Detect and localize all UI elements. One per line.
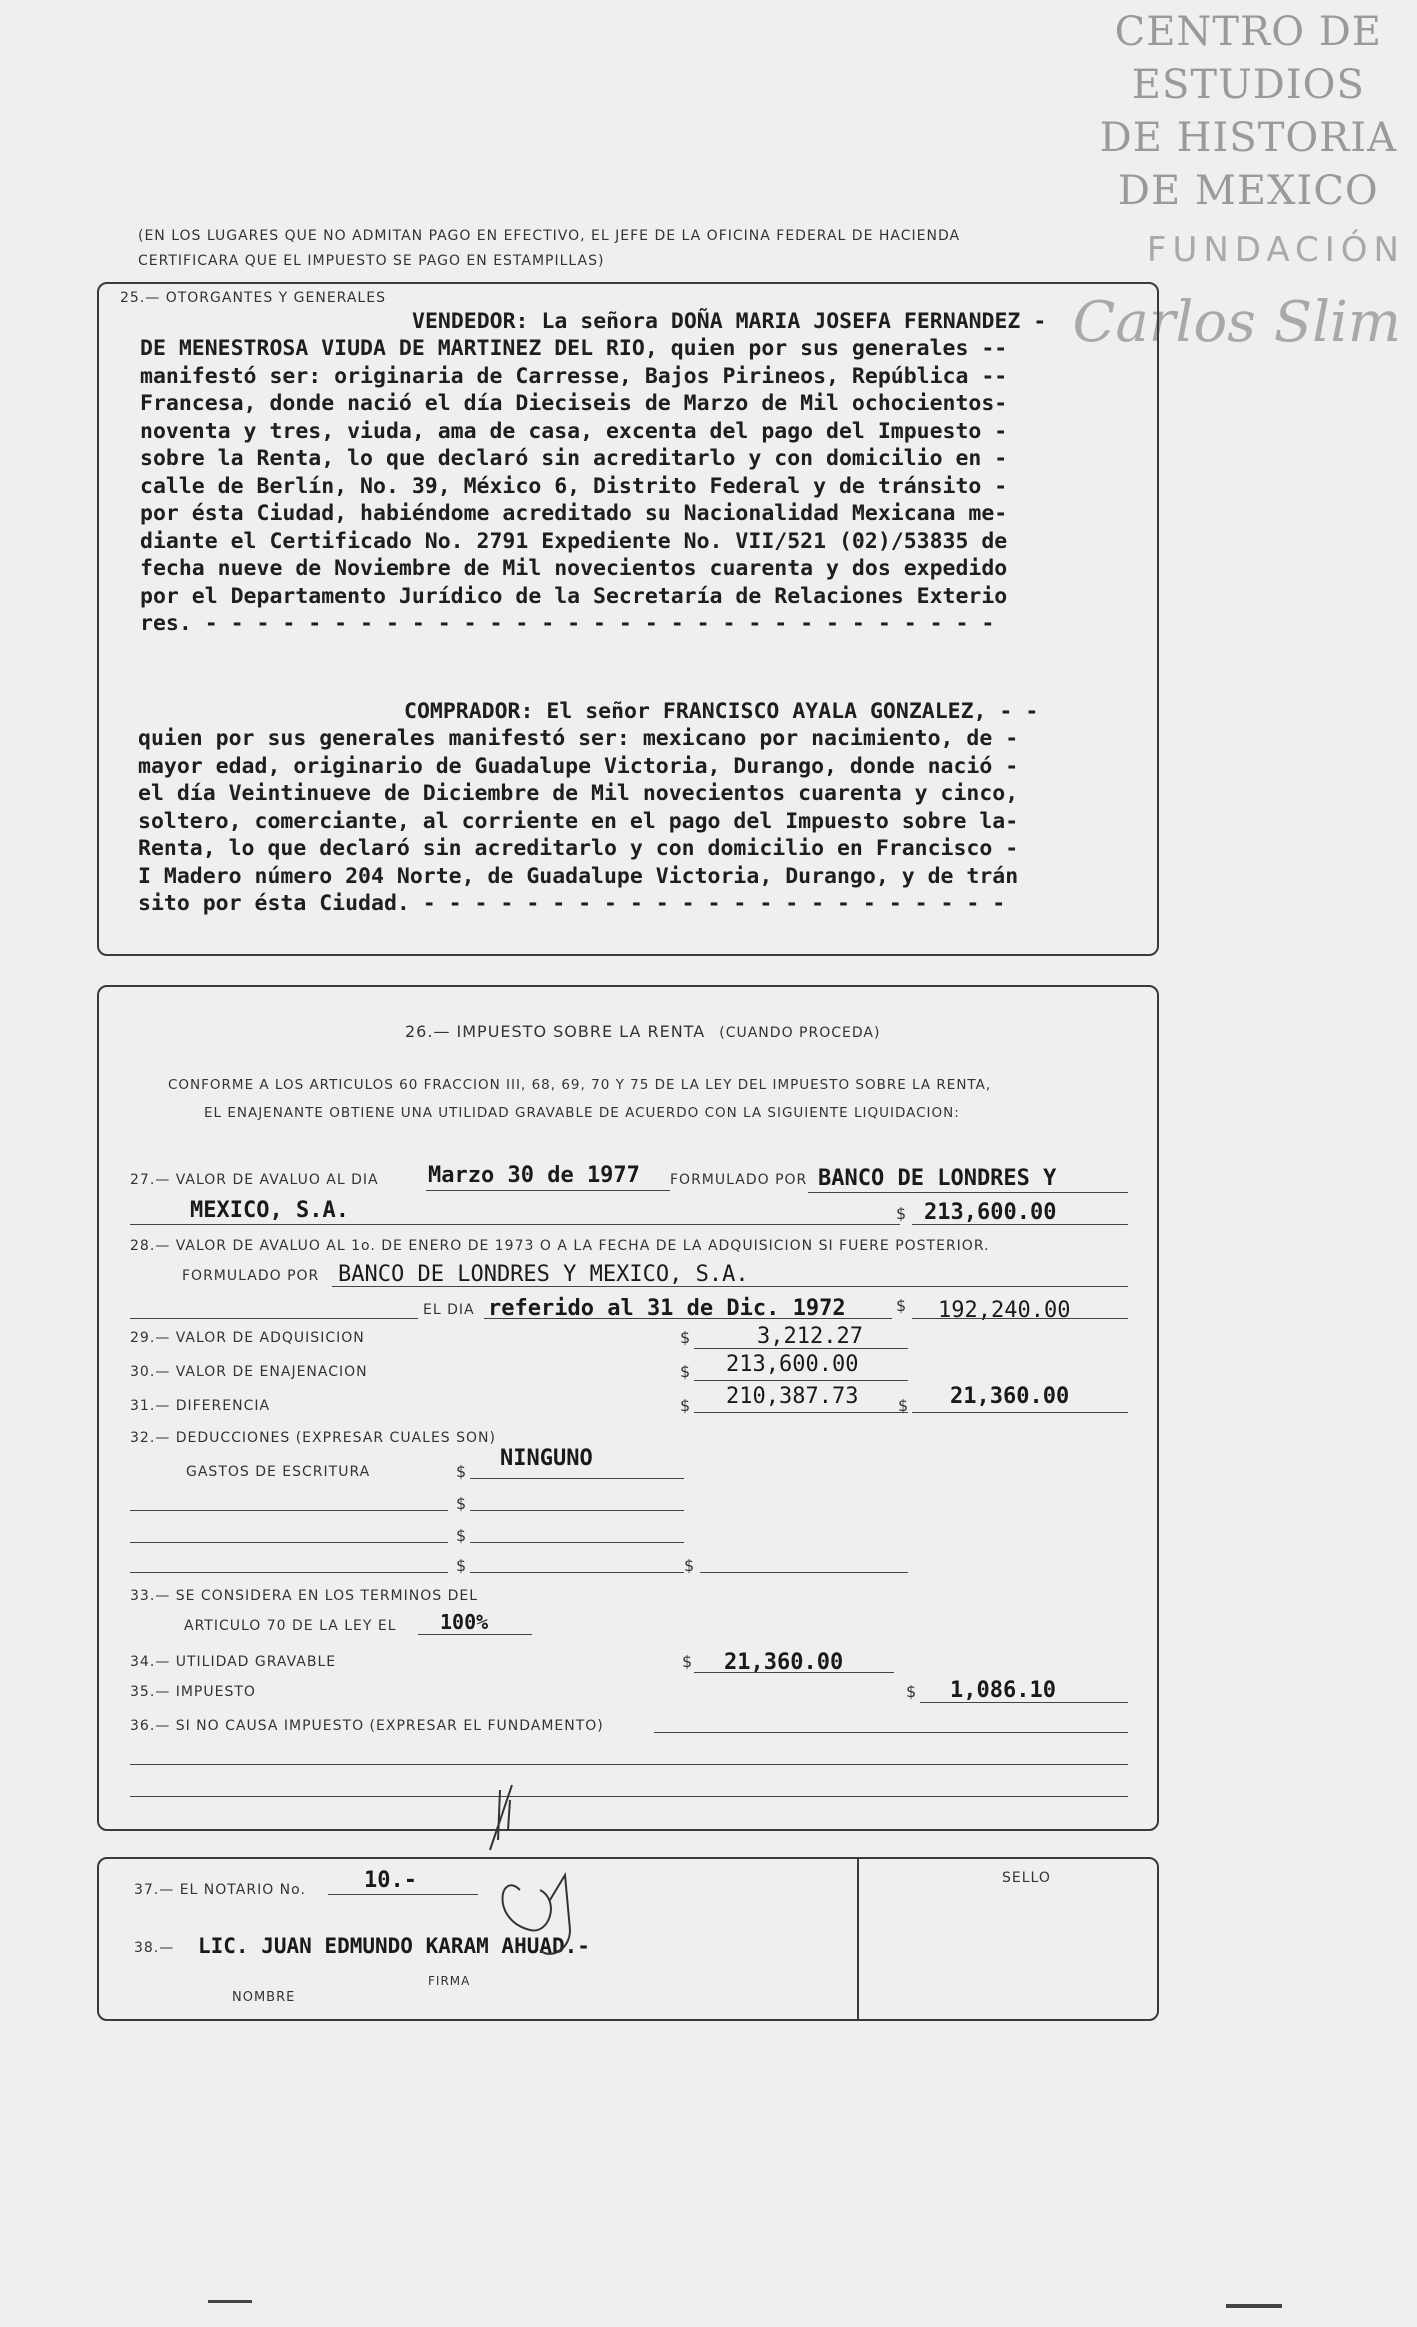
l32-dollar-b: $ <box>456 1494 467 1513</box>
l32-dollar-d: $ <box>456 1556 467 1575</box>
comprador-line: el día Veintinueve de Diciembre de Mil novecientos cuarenta y cinco, <box>138 781 1019 806</box>
l37-label: 37.— EL NOTARIO No. <box>134 1882 306 1898</box>
l31-amount2-line <box>912 1412 1128 1413</box>
sello-label: SELLO <box>1002 1870 1051 1886</box>
vendedor-text <box>140 280 1046 638</box>
l30-amount: 213,600.00 <box>726 1352 859 1377</box>
l35-amount: 1,086.10 <box>950 1678 1056 1703</box>
l35-amount-line <box>920 1702 1128 1703</box>
l32-blank-total <box>700 1572 908 1573</box>
l31-label: 31.— DIFERENCIA <box>130 1398 271 1414</box>
l32-blank-amount <box>470 1510 684 1511</box>
l31-amount: 210,387.73 <box>726 1384 859 1409</box>
vendedor-line: VENDEDOR: La señora DOÑA MARIA JOSEFA FERNANDEZ - <box>412 308 1047 334</box>
l28-date-line <box>484 1318 892 1319</box>
l38-value: LIC. JUAN EDMUNDO KARAM AHUAD.- <box>198 1934 590 1958</box>
vendedor-line: Francesa, donde nació el día Dieciseis de Marzo de Mil ochocientos- <box>140 391 1008 416</box>
l28-amount-line <box>912 1318 1128 1319</box>
l31-dollar2: $ <box>898 1396 909 1415</box>
l28-amount: 192,240.00 <box>938 1298 1071 1323</box>
vendedor-line: diante el Certificado No. 2791 Expediente No. VII/521 (02)/53835 de <box>140 528 1008 554</box>
l32-blank-line <box>130 1542 448 1543</box>
watermark-line: ESTUDIOS <box>1131 62 1365 108</box>
l32-dollar-e: $ <box>684 1556 695 1575</box>
section-26-title <box>405 1022 880 1041</box>
comprador-line: mayor edad, originario de Guadalupe Victoria, Durango, donde nació - <box>138 753 1019 779</box>
l30-dollar: $ <box>680 1362 691 1381</box>
watermark-line: CENTRO DE <box>1114 9 1383 55</box>
l36-label: 36.— SI NO CAUSA IMPUESTO (EXPRESAR EL FUNDAMENTO) <box>130 1718 604 1734</box>
l32-dollar-c: $ <box>456 1526 467 1545</box>
section-26-intro2: EL ENAJENANTE OBTIENE UNA UTILIDAD GRAVABLE DE ACUERDO CON LA SIGUIENTE LIQUIDACION: <box>204 1105 960 1121</box>
l31-amount2: 21,360.00 <box>950 1384 1070 1409</box>
watermark-signature: Carlos Slim <box>1072 290 1401 355</box>
l29-amount-line <box>694 1348 908 1349</box>
l28-dollar: $ <box>896 1296 907 1315</box>
l28-bank-line <box>332 1286 1128 1287</box>
watermark-line: DE HISTORIA <box>1099 115 1397 161</box>
l30-label: 30.— VALOR DE ENAJENACION <box>130 1364 368 1380</box>
l32-value-line <box>470 1478 684 1479</box>
l27-dollar: $ <box>896 1204 907 1223</box>
watermark-fundacion: FUNDACIÓN <box>1146 230 1405 270</box>
l27-bank-line <box>808 1192 1128 1193</box>
l34-dollar: $ <box>682 1652 693 1671</box>
vendedor-line: manifestó ser: originaria de Carresse, Bajos Pirineos, República -- <box>140 363 1008 389</box>
l31-amount-line <box>694 1412 908 1413</box>
comprador-line: COMPRADOR: El señor FRANCISCO AYALA GONZALEZ, - - <box>404 698 1039 724</box>
notary-signature <box>470 1780 610 1980</box>
l28-label: 28.— VALOR DE AVALUO AL 1o. DE ENERO DE 1973 O A LA FECHA DE LA ADQUISICION SI FUERE POSTERIOR. <box>130 1238 990 1254</box>
vendedor-line: noventa y tres, viuda, ama de casa, excenta del pago del Impuesto - <box>140 418 1008 444</box>
comprador-text <box>138 670 1038 918</box>
section-26-title-note: (CUANDO PROCEDA) <box>719 1025 881 1041</box>
nombre-label: NOMBRE <box>232 1990 296 2005</box>
vendedor-line: sobre la Renta, lo que declaró sin acreditarlo y con domicilio en - <box>140 446 1008 471</box>
comprador-line: Renta, lo que declaró sin acreditarlo y con domicilio en Francisco - <box>138 836 1019 861</box>
l27-bank: BANCO DE LONDRES Y <box>818 1166 1057 1191</box>
l33-value-line <box>418 1634 532 1635</box>
comprador-line: quien por sus generales manifestó ser: mexicano por nacimiento, de - <box>138 726 1019 751</box>
l27-amount-line <box>912 1224 1128 1225</box>
l27-label: 27.— VALOR DE AVALUO AL DIA <box>130 1172 379 1188</box>
l27-date-line <box>426 1190 670 1191</box>
l29-dollar: $ <box>680 1328 691 1347</box>
header-note <box>138 224 1098 274</box>
watermark-centro <box>1100 6 1397 218</box>
comprador-line: soltero, comerciante, al corriente en el pago del Impuesto sobre la- <box>138 808 1019 834</box>
l27-bank2-line <box>130 1224 900 1225</box>
vendedor-line: res. - - - - - - - - - - - - - - - - - - - - - - - - - - - - - - - <box>140 611 995 636</box>
vendedor-line: fecha nueve de Noviembre de Mil novecientos cuarenta y dos expedido <box>140 556 1008 581</box>
corner-mark <box>1226 2304 1282 2308</box>
l27-formulado: FORMULADO POR <box>670 1172 808 1188</box>
section-26-title-text: 26.— IMPUESTO SOBRE LA RENTA <box>405 1022 706 1041</box>
l27-date: Marzo 30 de 1977 <box>428 1163 640 1188</box>
l29-amount: 3,212.27 <box>757 1324 863 1349</box>
l32-dollar: $ <box>456 1462 467 1481</box>
l35-label: 35.— IMPUESTO <box>130 1684 256 1700</box>
l32-blank-line <box>130 1510 448 1511</box>
header-note-line2: CERTIFICARA QUE EL IMPUESTO SE PAGO EN ESTAMPILLAS) <box>138 253 605 269</box>
l29-label: 29.— VALOR DE ADQUISICION <box>130 1330 365 1346</box>
l32-value: NINGUNO <box>500 1446 593 1471</box>
l28-eldia: EL DIA <box>423 1302 475 1318</box>
l27-bank2: MEXICO, S.A. <box>190 1198 349 1223</box>
l33-label2: ARTICULO 70 DE LA LEY EL <box>184 1618 397 1634</box>
corner-mark <box>208 2300 252 2303</box>
vendedor-line: por el Departamento Jurídico de la Secretaría de Relaciones Exterio <box>140 583 1008 609</box>
vendedor-line: por ésta Ciudad, habiéndome acreditado su Nacionalidad Mexicana me- <box>140 501 1008 526</box>
l38-label: 38.— <box>134 1940 175 1956</box>
l28-blank-line <box>130 1318 418 1319</box>
l32-blank-line <box>130 1572 448 1573</box>
l30-amount-line <box>694 1380 908 1381</box>
l34-label: 34.— UTILIDAD GRAVABLE <box>130 1654 337 1670</box>
l37-value: 10.- <box>364 1868 417 1893</box>
watermark-line: DE MEXICO <box>1117 168 1379 214</box>
section-25-label: 25.— OTORGANTES Y GENERALES <box>120 290 386 306</box>
l28-formulado: FORMULADO POR <box>182 1268 320 1284</box>
l36-line <box>130 1764 1128 1765</box>
l28-bank: BANCO DE LONDRES Y MEXICO, S.A. <box>338 1262 749 1287</box>
l32-blank-amount <box>470 1572 684 1573</box>
l37-line <box>328 1894 478 1895</box>
firma-label: FIRMA <box>428 1974 471 1988</box>
vendedor-line: DE MENESTROSA VIUDA DE MARTINEZ DEL RIO, quien por sus generales -- <box>140 336 1008 361</box>
l35-dollar: $ <box>906 1682 917 1701</box>
l34-amount: 21,360.00 <box>724 1650 844 1675</box>
section-26-intro1: CONFORME A LOS ARTICULOS 60 FRACCION III, 68, 69, 70 Y 75 DE LA LEY DEL IMPUESTO SOBRE LA RENTA, <box>168 1077 992 1093</box>
l32-label: 32.— DEDUCCIONES (EXPRESAR CUALES SON) <box>130 1430 496 1446</box>
l32-gastos: GASTOS DE ESCRITURA <box>186 1464 371 1480</box>
l27-amount: 213,600.00 <box>924 1200 1057 1225</box>
header-note-line1: (EN LOS LUGARES QUE NO ADMITAN PAGO EN EFECTIVO, EL JEFE DE LA OFICINA FEDERAL DE HACIENDA <box>138 228 961 244</box>
l33-label1: 33.— SE CONSIDERA EN LOS TERMINOS DEL <box>130 1588 479 1604</box>
vendedor-line: calle de Berlín, No. 39, México 6, Distrito Federal y de tránsito - <box>140 473 1008 499</box>
l34-amount-line <box>694 1672 894 1673</box>
comprador-line: sito por ésta Ciudad. - - - - - - - - - - - - - - - - - - - - - - - <box>138 891 1006 916</box>
l32-blank-amount <box>470 1542 684 1543</box>
l36-line <box>654 1732 1128 1733</box>
l28-date: referido al 31 de Dic. 1972 <box>488 1296 846 1321</box>
sello-divider <box>857 1857 859 2019</box>
comprador-line: I Madero número 204 Norte, de Guadalupe Victoria, Durango, y de trán <box>138 863 1019 889</box>
l36-line <box>130 1796 1128 1797</box>
l33-value: 100% <box>440 1610 489 1634</box>
l31-dollar: $ <box>680 1396 691 1415</box>
